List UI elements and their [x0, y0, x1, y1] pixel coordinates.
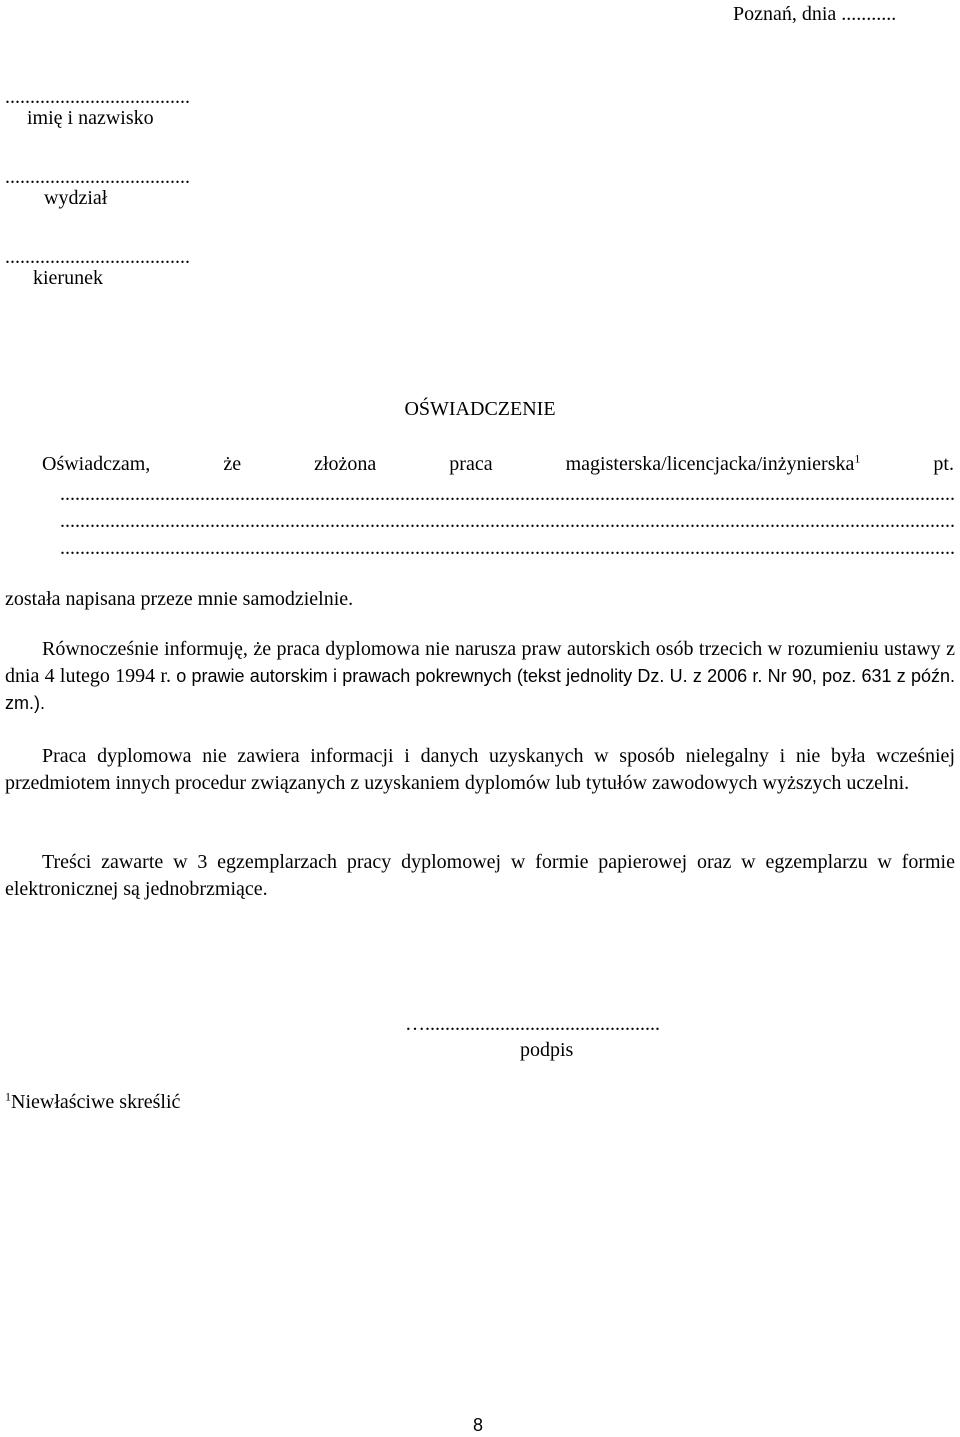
- statement-word: że: [223, 453, 242, 475]
- document-title: OŚWIADCZENIE: [404, 398, 556, 420]
- legality-paragraph: Praca dyplomowa nie zawiera informacji i danych uzyskanych w sposób nielegalny i nie była wcześniej przedmiotem innych procedur związanych z uzyskaniem dyplomów lub tytułów zawodowych wyższych uczelni.: [5, 745, 955, 794]
- page-number: 8: [473, 1415, 484, 1435]
- signature-label: podpis: [520, 1039, 574, 1061]
- thesis-type: magisterska/licencjacka/inżynierska$^1$: [565, 451, 861, 475]
- title-dots-line: ...................................................................................................................................................................................: [60, 483, 955, 505]
- title-dots-line: ...................................................................................................................................................................................: [60, 537, 955, 559]
- title-dots-line: ...................................................................................................................................................................................: [60, 510, 955, 532]
- statement-word: złożona: [314, 453, 377, 475]
- footnote-number: 1: [5, 1089, 11, 1104]
- statement-word: pt.: [933, 453, 954, 475]
- footnote-text: Niewłaściwe skreślić: [11, 1091, 181, 1113]
- signature-dots: …...............................................: [405, 1013, 660, 1035]
- statement-word: praca: [449, 453, 493, 475]
- faculty-dots: .....................................: [5, 166, 190, 188]
- major-dots: .....................................: [5, 246, 190, 268]
- name-label: imię i nazwisko: [27, 107, 154, 129]
- copyright-text: Równocześnie informuję, że praca dyplomowa nie narusza praw autorskich osób trzecich w rozumieniu ustawy z dnia 4 lutego 1994 r.: [5, 638, 955, 687]
- name-dots: .....................................: [5, 86, 190, 108]
- copyright-paragraph: [5, 636, 955, 717]
- place-date: Poznań, dnia ...........: [733, 3, 897, 25]
- major-label: kierunek: [33, 267, 103, 289]
- statement-first-line: [42, 452, 954, 476]
- copies-paragraph: Treści zawarte w 3 egzemplarzach pracy dyplomowej w formie papierowej oraz w egzemplarzu w formie elektronicznej są jednobrzmiące.: [5, 851, 955, 900]
- faculty-label: wydział: [44, 187, 108, 209]
- footnote-marker: 1: [854, 451, 861, 466]
- footnote: [5, 1090, 180, 1114]
- copyright-text-act: o prawie autorskim i prawach pokrewnych (tekst jednolity Dz. U. z 2006 r. Nr 90, poz. 631 z późn. zm.).: [5, 666, 955, 713]
- statement-word: Oświadczam,: [42, 453, 151, 475]
- statement-closing: została napisana przeze mnie samodzielnie.: [5, 588, 354, 610]
